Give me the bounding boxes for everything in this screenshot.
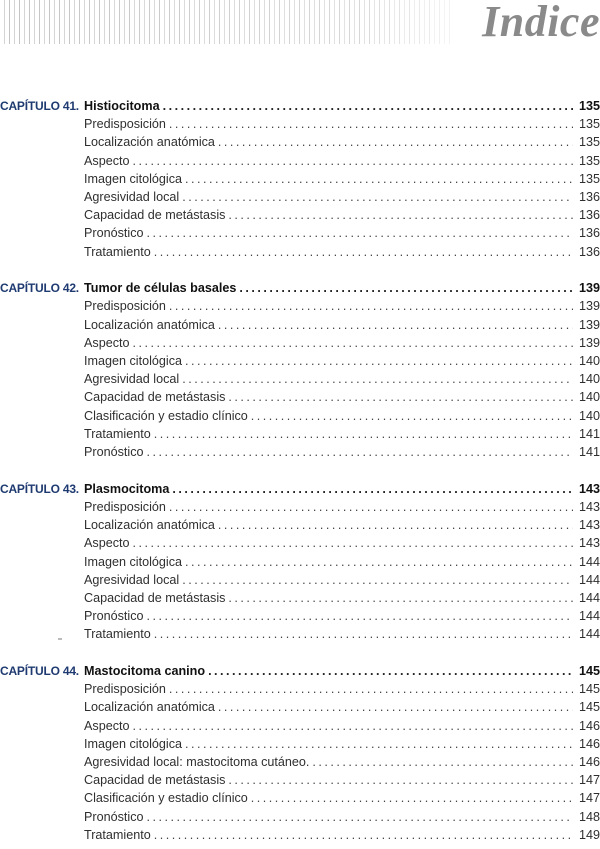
page-number: 135 xyxy=(578,135,600,150)
toc-entry-content xyxy=(84,425,600,443)
page-number: 149 xyxy=(578,827,600,842)
page-number: 145 xyxy=(578,700,600,715)
toc-entry-content xyxy=(84,607,600,625)
toc-entry[interactable] xyxy=(0,133,600,151)
chapter-block xyxy=(0,480,600,644)
toc-entry[interactable] xyxy=(0,498,600,516)
dot-leader xyxy=(133,717,573,735)
toc-entry-content xyxy=(84,334,600,352)
toc-entry-title: Clasificación y estadio clínico xyxy=(84,789,251,807)
toc-entry-title: Imagen citológica xyxy=(84,170,185,188)
toc-entry-title: Tratamiento xyxy=(84,826,154,844)
page-number: 139 xyxy=(578,317,600,332)
header-stripe-decoration xyxy=(0,0,450,44)
dot-leader xyxy=(228,771,573,789)
chapter-title: Histiocitoma xyxy=(84,97,163,115)
chapter-title: Plasmocitoma xyxy=(84,480,172,498)
page-number: 144 xyxy=(578,554,600,569)
toc-entry-content xyxy=(84,370,600,388)
page-number: 144 xyxy=(578,627,600,642)
toc-entry-content xyxy=(84,243,600,261)
page-number: 136 xyxy=(578,226,600,241)
toc-entry-content xyxy=(84,753,600,771)
toc-entry-content xyxy=(84,352,600,370)
dot-leader xyxy=(185,170,573,188)
toc-entry[interactable] xyxy=(0,152,600,170)
dot-leader xyxy=(208,662,573,680)
dot-leader xyxy=(251,789,573,807)
toc-entry-title: Clasificación y estadio clínico xyxy=(84,407,251,425)
chapter-heading-row[interactable] xyxy=(0,97,600,115)
toc-entry-content xyxy=(84,625,600,643)
toc-entry-content xyxy=(84,735,600,753)
dot-leader xyxy=(133,534,573,552)
toc-entry[interactable] xyxy=(0,571,600,589)
dot-leader xyxy=(163,97,573,115)
page-number: 146 xyxy=(578,754,600,769)
dot-leader xyxy=(172,480,573,498)
toc-entry[interactable] xyxy=(0,625,600,643)
toc-entry[interactable] xyxy=(0,534,600,552)
toc-entry[interactable] xyxy=(0,115,600,133)
dot-leader xyxy=(185,352,573,370)
toc-entry[interactable] xyxy=(0,297,600,315)
dot-leader xyxy=(154,425,573,443)
dot-leader xyxy=(218,698,573,716)
toc-entry[interactable] xyxy=(0,206,600,224)
toc-entry-content xyxy=(84,553,600,571)
page-number: 140 xyxy=(578,354,600,369)
toc-entry-title: Capacidad de metástasis xyxy=(84,589,228,607)
margin-mark xyxy=(58,638,62,640)
toc-entry-content xyxy=(84,680,600,698)
dot-leader xyxy=(133,334,573,352)
page-number: 135 xyxy=(578,171,600,186)
toc-entry[interactable] xyxy=(0,188,600,206)
dot-leader xyxy=(169,297,573,315)
toc-entry-title: Predisposición xyxy=(84,297,169,315)
dot-leader xyxy=(312,753,573,771)
toc-entry-title: Localización anatómica xyxy=(84,698,218,716)
toc-entry-title: Imagen citológica xyxy=(84,553,185,571)
toc-entry-content xyxy=(84,224,600,242)
dot-leader xyxy=(182,571,573,589)
dot-leader xyxy=(218,316,573,334)
toc-entry-title: Imagen citológica xyxy=(84,352,185,370)
toc-entry-content xyxy=(84,133,600,151)
toc-entry[interactable] xyxy=(0,789,600,807)
dot-leader xyxy=(185,735,573,753)
toc-entry-title: Predisposición xyxy=(84,680,169,698)
toc-entry[interactable] xyxy=(0,516,600,534)
toc-entry-title: Localización anatómica xyxy=(84,316,218,334)
toc-entry-title: Aspecto xyxy=(84,334,133,352)
toc-entry[interactable] xyxy=(0,443,600,461)
page-number: 148 xyxy=(578,809,600,824)
toc-entry-content xyxy=(84,388,600,406)
chapter-number: CAPÍTULO 44. xyxy=(0,664,79,679)
chapter-number: CAPÍTULO 42. xyxy=(0,281,79,296)
dot-leader xyxy=(154,625,573,643)
toc-entry-content xyxy=(84,771,600,789)
page-number: 146 xyxy=(578,736,600,751)
page-number: 136 xyxy=(578,189,600,204)
dot-leader xyxy=(218,516,573,534)
dot-leader xyxy=(239,279,573,297)
chapter-heading-row[interactable] xyxy=(0,662,600,680)
page-number: 144 xyxy=(578,609,600,624)
toc-entry-content xyxy=(84,498,600,516)
toc-entry-title: Agresividad local: mastocitoma cutáneo. xyxy=(84,753,312,771)
page-number: 135 xyxy=(578,117,600,132)
page-number: 143 xyxy=(578,481,600,496)
dot-leader xyxy=(169,498,573,516)
page-title: Indice xyxy=(482,0,600,46)
toc-entry-title: Aspecto xyxy=(84,534,133,552)
toc-entry[interactable] xyxy=(0,352,600,370)
toc-entry-content xyxy=(84,808,600,826)
toc-entry[interactable] xyxy=(0,589,600,607)
chapter-block xyxy=(0,97,600,261)
toc-entry-title: Agresividad local xyxy=(84,571,182,589)
page-number: 136 xyxy=(578,208,600,223)
dot-leader xyxy=(154,826,573,844)
chapter-title: Tumor de células basales xyxy=(84,279,239,297)
page-number: 139 xyxy=(578,335,600,350)
toc-entry[interactable] xyxy=(0,425,600,443)
toc-entry[interactable] xyxy=(0,316,600,334)
toc-entry[interactable] xyxy=(0,388,600,406)
chapter-block xyxy=(0,662,600,844)
page-number: 141 xyxy=(578,444,600,459)
toc-entry-content xyxy=(84,115,600,133)
page-number: 147 xyxy=(578,791,600,806)
toc-entry[interactable] xyxy=(0,334,600,352)
dot-leader xyxy=(147,224,573,242)
page-number: 143 xyxy=(578,536,600,551)
page-number: 145 xyxy=(578,682,600,697)
toc-entry[interactable] xyxy=(0,224,600,242)
dot-leader xyxy=(185,553,573,571)
chapter-heading-row[interactable] xyxy=(0,480,600,498)
page-number: 143 xyxy=(578,499,600,514)
dot-leader xyxy=(228,206,573,224)
toc-entry-title: Pronóstico xyxy=(84,443,147,461)
dot-leader xyxy=(133,152,573,170)
toc-entry-content xyxy=(84,534,600,552)
toc-entry-title: Pronóstico xyxy=(84,808,147,826)
page-number: 136 xyxy=(578,244,600,259)
toc-entry-title: Tratamiento xyxy=(84,625,154,643)
toc-entry-content xyxy=(84,589,600,607)
dot-leader xyxy=(169,680,573,698)
page-number: 140 xyxy=(578,390,600,405)
toc-entry-content xyxy=(84,297,600,315)
chapter-block xyxy=(0,279,600,461)
toc-entry-title: Agresividad local xyxy=(84,188,182,206)
toc-entry-content xyxy=(84,698,600,716)
page-number: 139 xyxy=(578,281,600,296)
toc-entry-title: Capacidad de metástasis xyxy=(84,771,228,789)
toc-entry-title: Aspecto xyxy=(84,152,133,170)
chapter-heading-row[interactable] xyxy=(0,279,600,297)
page-number: 144 xyxy=(578,590,600,605)
toc-entry[interactable] xyxy=(0,407,600,425)
toc-entry-title: Pronóstico xyxy=(84,607,147,625)
toc-entry[interactable] xyxy=(0,735,600,753)
toc-entry-title: Agresividad local xyxy=(84,370,182,388)
chapter-title: Mastocitoma canino xyxy=(84,662,208,680)
toc-entry-content xyxy=(84,789,600,807)
toc-entry-title: Pronóstico xyxy=(84,224,147,242)
toc-entry-title: Localización anatómica xyxy=(84,516,218,534)
chapter-number: CAPÍTULO 43. xyxy=(0,481,79,496)
toc-entry-content xyxy=(84,826,600,844)
toc-entry[interactable] xyxy=(0,553,600,571)
toc-entry-title: Capacidad de metástasis xyxy=(84,206,228,224)
page-number: 140 xyxy=(578,408,600,423)
table-of-contents xyxy=(0,97,600,844)
page-number: 141 xyxy=(578,426,600,441)
page-number: 135 xyxy=(578,99,600,113)
dot-leader xyxy=(154,243,573,261)
page-number: 146 xyxy=(578,718,600,733)
chapter-number: CAPÍTULO 41. xyxy=(0,99,79,113)
toc-entry-title: Imagen citológica xyxy=(84,735,185,753)
chapter-entry xyxy=(84,480,600,498)
dot-leader xyxy=(228,589,573,607)
dot-leader xyxy=(182,188,573,206)
page-number: 135 xyxy=(578,153,600,168)
toc-entry-content xyxy=(84,206,600,224)
chapter-entry xyxy=(84,279,600,297)
toc-entry-content xyxy=(84,571,600,589)
dot-leader xyxy=(182,370,573,388)
toc-entry[interactable] xyxy=(0,607,600,625)
page-number: 140 xyxy=(578,372,600,387)
chapter-entry xyxy=(84,662,600,680)
dot-leader xyxy=(228,388,573,406)
toc-entry[interactable] xyxy=(0,717,600,735)
dot-leader xyxy=(169,115,573,133)
toc-entry-title: Tratamiento xyxy=(84,243,154,261)
toc-entry-title: Tratamiento xyxy=(84,425,154,443)
toc-entry-title: Predisposición xyxy=(84,115,169,133)
toc-entry-content xyxy=(84,443,600,461)
toc-entry[interactable] xyxy=(0,753,600,771)
dot-leader xyxy=(218,133,573,151)
toc-entry[interactable] xyxy=(0,170,600,188)
toc-entry[interactable] xyxy=(0,808,600,826)
toc-entry-content xyxy=(84,188,600,206)
toc-entry-title: Aspecto xyxy=(84,717,133,735)
page-number: 147 xyxy=(578,773,600,788)
toc-entry-title: Capacidad de metástasis xyxy=(84,388,228,406)
dot-leader xyxy=(147,808,573,826)
toc-entry[interactable] xyxy=(0,680,600,698)
dot-leader xyxy=(251,407,573,425)
page-header xyxy=(0,0,600,48)
page-number: 143 xyxy=(578,518,600,533)
toc-entry[interactable] xyxy=(0,243,600,261)
chapter-entry xyxy=(84,97,600,115)
toc-entry[interactable] xyxy=(0,698,600,716)
toc-entry-content xyxy=(84,407,600,425)
toc-entry[interactable] xyxy=(0,771,600,789)
page-number: 139 xyxy=(578,299,600,314)
toc-entry[interactable] xyxy=(0,370,600,388)
toc-entry[interactable] xyxy=(0,826,600,844)
toc-entry-content xyxy=(84,516,600,534)
toc-entry-content xyxy=(84,717,600,735)
page-number: 144 xyxy=(578,572,600,587)
dot-leader xyxy=(147,607,573,625)
page-number: 145 xyxy=(578,664,600,679)
toc-entry-title: Predisposición xyxy=(84,498,169,516)
toc-entry-content xyxy=(84,170,600,188)
toc-entry-title: Localización anatómica xyxy=(84,133,218,151)
toc-entry-content xyxy=(84,152,600,170)
toc-entry-content xyxy=(84,316,600,334)
dot-leader xyxy=(147,443,573,461)
